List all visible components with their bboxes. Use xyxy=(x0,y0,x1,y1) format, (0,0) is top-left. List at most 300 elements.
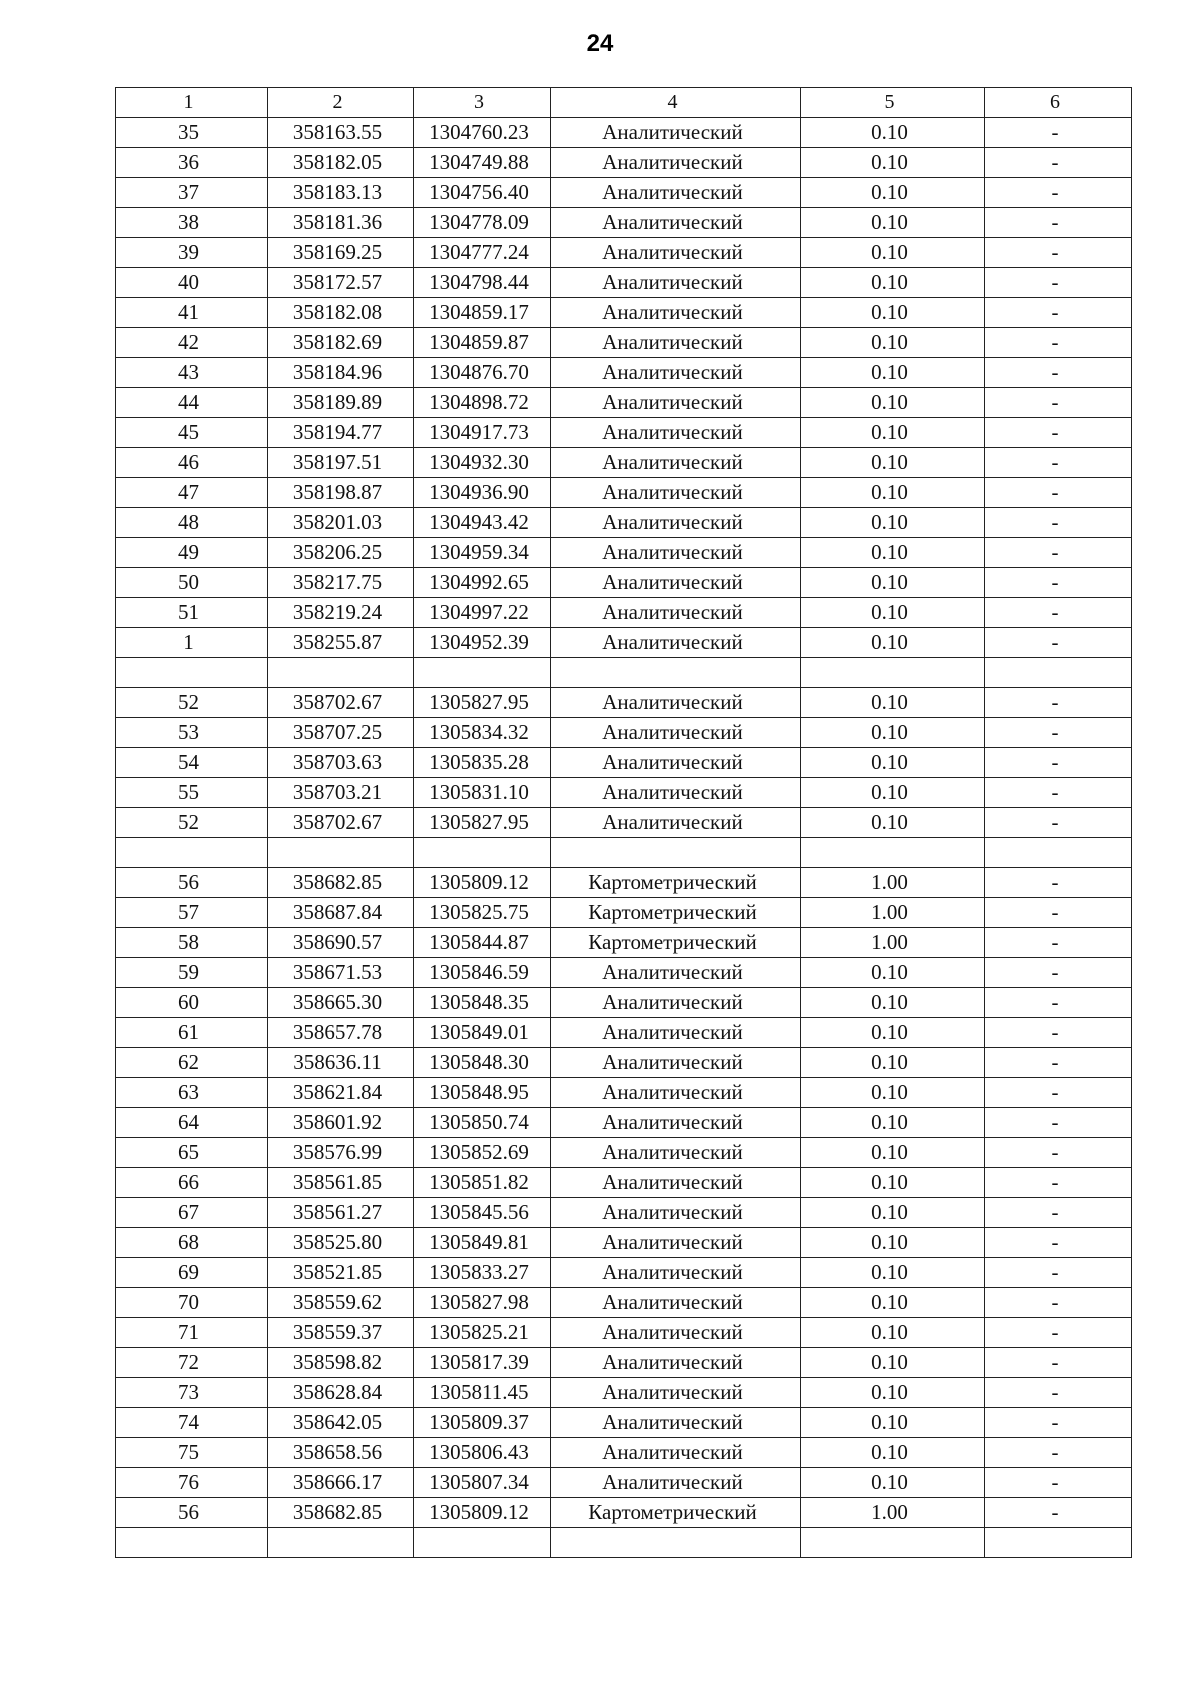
header-cell-x-coordinate: 2 xyxy=(268,88,414,118)
accuracy-cell: 0.10 xyxy=(801,988,985,1018)
point-number-cell: 49 xyxy=(116,538,268,568)
point-number-cell: 58 xyxy=(116,928,268,958)
x-coordinate-cell: 358598.82 xyxy=(268,1348,414,1378)
method-cell: Аналитический xyxy=(551,598,801,628)
x-coordinate-cell: 358181.36 xyxy=(268,208,414,238)
x-coordinate-cell: 358182.05 xyxy=(268,148,414,178)
method-cell: Аналитический xyxy=(551,688,801,718)
accuracy-cell: 0.10 xyxy=(801,1138,985,1168)
accuracy-cell: 0.10 xyxy=(801,718,985,748)
table-row xyxy=(116,838,1132,868)
note-cell: - xyxy=(985,598,1132,628)
method-cell: Аналитический xyxy=(551,748,801,778)
method-cell: Аналитический xyxy=(551,1048,801,1078)
y-coordinate-cell: 1304959.34 xyxy=(414,538,551,568)
table-row xyxy=(116,1528,1132,1558)
method-cell xyxy=(551,658,801,688)
y-coordinate-cell: 1305851.82 xyxy=(414,1168,551,1198)
header-cell-note: 6 xyxy=(985,88,1132,118)
table-row xyxy=(116,628,1132,658)
point-number-cell: 37 xyxy=(116,178,268,208)
note-cell: - xyxy=(985,1198,1132,1228)
method-cell: Аналитический xyxy=(551,628,801,658)
accuracy-cell: 0.10 xyxy=(801,448,985,478)
x-coordinate-cell: 358172.57 xyxy=(268,268,414,298)
table-row xyxy=(116,1048,1132,1078)
x-coordinate-cell: 358707.25 xyxy=(268,718,414,748)
method-cell: Аналитический xyxy=(551,1468,801,1498)
method-cell xyxy=(551,838,801,868)
note-cell: - xyxy=(985,1138,1132,1168)
x-coordinate-cell: 358189.89 xyxy=(268,388,414,418)
y-coordinate-cell: 1305809.12 xyxy=(414,1498,551,1528)
table-row xyxy=(116,1498,1132,1528)
table-row xyxy=(116,598,1132,628)
y-coordinate-cell: 1305849.01 xyxy=(414,1018,551,1048)
accuracy-cell: 0.10 xyxy=(801,268,985,298)
y-coordinate-cell: 1305827.98 xyxy=(414,1288,551,1318)
x-coordinate-cell: 358197.51 xyxy=(268,448,414,478)
accuracy-cell xyxy=(801,658,985,688)
table-row xyxy=(116,1348,1132,1378)
y-coordinate-cell: 1305849.81 xyxy=(414,1228,551,1258)
y-coordinate-cell: 1304859.87 xyxy=(414,328,551,358)
accuracy-cell: 0.10 xyxy=(801,1288,985,1318)
point-number-cell: 69 xyxy=(116,1258,268,1288)
x-coordinate-cell: 358642.05 xyxy=(268,1408,414,1438)
y-coordinate-cell: 1305825.21 xyxy=(414,1318,551,1348)
note-cell: - xyxy=(985,388,1132,418)
point-number-cell: 60 xyxy=(116,988,268,1018)
accuracy-cell: 0.10 xyxy=(801,748,985,778)
note-cell: - xyxy=(985,1408,1132,1438)
point-number-cell: 66 xyxy=(116,1168,268,1198)
x-coordinate-cell: 358682.85 xyxy=(268,1498,414,1528)
point-number-cell: 56 xyxy=(116,868,268,898)
accuracy-cell: 0.10 xyxy=(801,1228,985,1258)
y-coordinate-cell: 1304859.17 xyxy=(414,298,551,328)
y-coordinate-cell: 1305834.32 xyxy=(414,718,551,748)
note-cell: - xyxy=(985,868,1132,898)
method-cell: Аналитический xyxy=(551,988,801,1018)
accuracy-cell: 0.10 xyxy=(801,1318,985,1348)
point-number-cell: 1 xyxy=(116,628,268,658)
method-cell: Аналитический xyxy=(551,178,801,208)
method-cell: Аналитический xyxy=(551,1228,801,1258)
accuracy-cell: 0.10 xyxy=(801,1108,985,1138)
table-row xyxy=(116,1198,1132,1228)
method-cell: Аналитический xyxy=(551,1318,801,1348)
y-coordinate-cell: 1304756.40 xyxy=(414,178,551,208)
accuracy-cell: 0.10 xyxy=(801,418,985,448)
accuracy-cell: 0.10 xyxy=(801,478,985,508)
method-cell: Аналитический xyxy=(551,1198,801,1228)
accuracy-cell: 0.10 xyxy=(801,1078,985,1108)
table-row xyxy=(116,718,1132,748)
header-cell-point-number: 1 xyxy=(116,88,268,118)
method-cell: Аналитический xyxy=(551,568,801,598)
x-coordinate-cell: 358665.30 xyxy=(268,988,414,1018)
note-cell: - xyxy=(985,688,1132,718)
point-number-cell: 54 xyxy=(116,748,268,778)
note-cell: - xyxy=(985,268,1132,298)
point-number-cell: 76 xyxy=(116,1468,268,1498)
note-cell: - xyxy=(985,1018,1132,1048)
accuracy-cell: 0.10 xyxy=(801,1378,985,1408)
method-cell: Аналитический xyxy=(551,1348,801,1378)
point-number-cell: 74 xyxy=(116,1408,268,1438)
note-cell: - xyxy=(985,1378,1132,1408)
accuracy-cell: 1.00 xyxy=(801,928,985,958)
accuracy-cell: 0.10 xyxy=(801,118,985,148)
x-coordinate-cell: 358183.13 xyxy=(268,178,414,208)
table-row xyxy=(116,418,1132,448)
note-cell: - xyxy=(985,778,1132,808)
point-number-cell xyxy=(116,838,268,868)
method-cell: Аналитический xyxy=(551,1438,801,1468)
table-row xyxy=(116,1408,1132,1438)
note-cell: - xyxy=(985,1078,1132,1108)
note-cell xyxy=(985,838,1132,868)
header-cell-accuracy: 5 xyxy=(801,88,985,118)
method-cell: Аналитический xyxy=(551,1138,801,1168)
table-row xyxy=(116,688,1132,718)
method-cell: Аналитический xyxy=(551,1408,801,1438)
y-coordinate-cell: 1305827.95 xyxy=(414,688,551,718)
point-number-cell: 51 xyxy=(116,598,268,628)
table-row xyxy=(116,958,1132,988)
point-number-cell: 52 xyxy=(116,688,268,718)
point-number-cell: 55 xyxy=(116,778,268,808)
note-cell: - xyxy=(985,1438,1132,1468)
point-number-cell: 71 xyxy=(116,1318,268,1348)
header-cell-method: 4 xyxy=(551,88,801,118)
method-cell: Аналитический xyxy=(551,238,801,268)
table-row xyxy=(116,478,1132,508)
x-coordinate-cell: 358201.03 xyxy=(268,508,414,538)
table-row xyxy=(116,448,1132,478)
x-coordinate-cell: 358255.87 xyxy=(268,628,414,658)
note-cell: - xyxy=(985,118,1132,148)
table-row xyxy=(116,1138,1132,1168)
y-coordinate-cell: 1305835.28 xyxy=(414,748,551,778)
y-coordinate-cell: 1305831.10 xyxy=(414,778,551,808)
y-coordinate-cell: 1304778.09 xyxy=(414,208,551,238)
table-row xyxy=(116,268,1132,298)
x-coordinate-cell: 358621.84 xyxy=(268,1078,414,1108)
note-cell: - xyxy=(985,718,1132,748)
x-coordinate-cell: 358184.96 xyxy=(268,358,414,388)
accuracy-cell: 0.10 xyxy=(801,1438,985,1468)
table-row xyxy=(116,298,1132,328)
point-number-cell: 70 xyxy=(116,1288,268,1318)
accuracy-cell xyxy=(801,1528,985,1558)
x-coordinate-cell: 358163.55 xyxy=(268,118,414,148)
accuracy-cell: 0.10 xyxy=(801,388,985,418)
x-coordinate-cell: 358671.53 xyxy=(268,958,414,988)
method-cell: Аналитический xyxy=(551,778,801,808)
x-coordinate-cell: 358182.69 xyxy=(268,328,414,358)
note-cell: - xyxy=(985,748,1132,778)
table-row xyxy=(116,928,1132,958)
header-cell-y-coordinate: 3 xyxy=(414,88,551,118)
note-cell: - xyxy=(985,1258,1132,1288)
y-coordinate-cell xyxy=(414,658,551,688)
point-number-cell: 38 xyxy=(116,208,268,238)
accuracy-cell: 0.10 xyxy=(801,1468,985,1498)
method-cell: Аналитический xyxy=(551,538,801,568)
point-number-cell: 50 xyxy=(116,568,268,598)
table-row xyxy=(116,568,1132,598)
x-coordinate-cell: 358666.17 xyxy=(268,1468,414,1498)
x-coordinate-cell: 358702.67 xyxy=(268,688,414,718)
note-cell: - xyxy=(985,898,1132,928)
table-row xyxy=(116,1318,1132,1348)
y-coordinate-cell: 1304876.70 xyxy=(414,358,551,388)
y-coordinate-cell: 1305848.95 xyxy=(414,1078,551,1108)
method-cell: Аналитический xyxy=(551,1108,801,1138)
point-number-cell: 75 xyxy=(116,1438,268,1468)
table-row xyxy=(116,328,1132,358)
method-cell: Аналитический xyxy=(551,418,801,448)
point-number-cell: 68 xyxy=(116,1228,268,1258)
accuracy-cell: 0.10 xyxy=(801,688,985,718)
table-row xyxy=(116,1288,1132,1318)
note-cell: - xyxy=(985,1108,1132,1138)
y-coordinate-cell: 1304798.44 xyxy=(414,268,551,298)
point-number-cell: 48 xyxy=(116,508,268,538)
table-body xyxy=(116,88,1132,1558)
accuracy-cell: 0.10 xyxy=(801,1258,985,1288)
point-number-cell: 73 xyxy=(116,1378,268,1408)
method-cell: Аналитический xyxy=(551,328,801,358)
x-coordinate-cell: 358182.08 xyxy=(268,298,414,328)
y-coordinate-cell: 1305827.95 xyxy=(414,808,551,838)
point-number-cell xyxy=(116,1528,268,1558)
note-cell: - xyxy=(985,478,1132,508)
note-cell: - xyxy=(985,208,1132,238)
y-coordinate-cell: 1305811.45 xyxy=(414,1378,551,1408)
accuracy-cell: 0.10 xyxy=(801,178,985,208)
y-coordinate-cell: 1304749.88 xyxy=(414,148,551,178)
table-row xyxy=(116,868,1132,898)
method-cell: Аналитический xyxy=(551,718,801,748)
point-number-cell: 64 xyxy=(116,1108,268,1138)
note-cell: - xyxy=(985,448,1132,478)
y-coordinate-cell: 1304777.24 xyxy=(414,238,551,268)
y-coordinate-cell: 1304917.73 xyxy=(414,418,551,448)
x-coordinate-cell: 358703.21 xyxy=(268,778,414,808)
x-coordinate-cell: 358525.80 xyxy=(268,1228,414,1258)
x-coordinate-cell: 358636.11 xyxy=(268,1048,414,1078)
method-cell: Аналитический xyxy=(551,958,801,988)
y-coordinate-cell: 1304997.22 xyxy=(414,598,551,628)
table-row xyxy=(116,238,1132,268)
y-coordinate-cell: 1305844.87 xyxy=(414,928,551,958)
accuracy-cell: 0.10 xyxy=(801,358,985,388)
table-row xyxy=(116,1168,1132,1198)
method-cell: Аналитический xyxy=(551,268,801,298)
point-number-cell: 65 xyxy=(116,1138,268,1168)
table-row xyxy=(116,778,1132,808)
accuracy-cell: 0.10 xyxy=(801,808,985,838)
method-cell: Аналитический xyxy=(551,148,801,178)
accuracy-cell: 0.10 xyxy=(801,298,985,328)
x-coordinate-cell: 358690.57 xyxy=(268,928,414,958)
method-cell: Аналитический xyxy=(551,508,801,538)
y-coordinate-cell: 1305848.35 xyxy=(414,988,551,1018)
note-cell: - xyxy=(985,238,1132,268)
method-cell: Картометрический xyxy=(551,898,801,928)
method-cell: Аналитический xyxy=(551,358,801,388)
method-cell: Аналитический xyxy=(551,208,801,238)
note-cell: - xyxy=(985,148,1132,178)
y-coordinate-cell: 1305809.12 xyxy=(414,868,551,898)
y-coordinate-cell: 1304898.72 xyxy=(414,388,551,418)
note-cell: - xyxy=(985,928,1132,958)
point-number-cell: 46 xyxy=(116,448,268,478)
method-cell: Аналитический xyxy=(551,448,801,478)
accuracy-cell: 0.10 xyxy=(801,1408,985,1438)
note-cell: - xyxy=(985,1348,1132,1378)
accuracy-cell: 0.10 xyxy=(801,148,985,178)
x-coordinate-cell: 358217.75 xyxy=(268,568,414,598)
table-row xyxy=(116,1258,1132,1288)
accuracy-cell: 0.10 xyxy=(801,778,985,808)
point-number-cell: 43 xyxy=(116,358,268,388)
accuracy-cell: 0.10 xyxy=(801,598,985,628)
point-number-cell: 44 xyxy=(116,388,268,418)
table-row xyxy=(116,988,1132,1018)
x-coordinate-cell: 358206.25 xyxy=(268,538,414,568)
x-coordinate-cell: 358657.78 xyxy=(268,1018,414,1048)
point-number-cell: 36 xyxy=(116,148,268,178)
y-coordinate-cell: 1305848.30 xyxy=(414,1048,551,1078)
accuracy-cell: 0.10 xyxy=(801,328,985,358)
table-row xyxy=(116,658,1132,688)
accuracy-cell: 0.10 xyxy=(801,208,985,238)
table-row xyxy=(116,898,1132,928)
note-cell: - xyxy=(985,628,1132,658)
method-cell: Картометрический xyxy=(551,1498,801,1528)
accuracy-cell: 0.10 xyxy=(801,958,985,988)
y-coordinate-cell: 1304952.39 xyxy=(414,628,551,658)
accuracy-cell: 0.10 xyxy=(801,1168,985,1198)
x-coordinate-cell: 358601.92 xyxy=(268,1108,414,1138)
accuracy-cell: 1.00 xyxy=(801,898,985,928)
accuracy-cell: 0.10 xyxy=(801,1048,985,1078)
table-row xyxy=(116,1108,1132,1138)
point-number-cell: 53 xyxy=(116,718,268,748)
y-coordinate-cell: 1304936.90 xyxy=(414,478,551,508)
note-cell xyxy=(985,1528,1132,1558)
x-coordinate-cell xyxy=(268,658,414,688)
y-coordinate-cell: 1305846.59 xyxy=(414,958,551,988)
x-coordinate-cell: 358194.77 xyxy=(268,418,414,448)
method-cell: Аналитический xyxy=(551,1258,801,1288)
table-row xyxy=(116,358,1132,388)
x-coordinate-cell: 358687.84 xyxy=(268,898,414,928)
x-coordinate-cell: 358169.25 xyxy=(268,238,414,268)
x-coordinate-cell: 358559.62 xyxy=(268,1288,414,1318)
y-coordinate-cell: 1305806.43 xyxy=(414,1438,551,1468)
table-row xyxy=(116,1438,1132,1468)
x-coordinate-cell: 358559.37 xyxy=(268,1318,414,1348)
point-number-cell: 63 xyxy=(116,1078,268,1108)
method-cell xyxy=(551,1528,801,1558)
y-coordinate-cell: 1304760.23 xyxy=(414,118,551,148)
point-number-cell xyxy=(116,658,268,688)
accuracy-cell: 0.10 xyxy=(801,508,985,538)
point-number-cell: 41 xyxy=(116,298,268,328)
table-row xyxy=(116,508,1132,538)
table-row xyxy=(116,1228,1132,1258)
table-row xyxy=(116,1468,1132,1498)
method-cell: Аналитический xyxy=(551,1078,801,1108)
table-row xyxy=(116,118,1132,148)
note-cell: - xyxy=(985,1288,1132,1318)
x-coordinate-cell: 358703.63 xyxy=(268,748,414,778)
x-coordinate-cell xyxy=(268,1528,414,1558)
point-number-cell: 40 xyxy=(116,268,268,298)
method-cell: Аналитический xyxy=(551,388,801,418)
x-coordinate-cell: 358561.85 xyxy=(268,1168,414,1198)
point-number-cell: 42 xyxy=(116,328,268,358)
note-cell: - xyxy=(985,328,1132,358)
method-cell: Аналитический xyxy=(551,118,801,148)
y-coordinate-cell: 1305850.74 xyxy=(414,1108,551,1138)
y-coordinate-cell: 1305845.56 xyxy=(414,1198,551,1228)
table-header-row xyxy=(116,88,1132,118)
note-cell: - xyxy=(985,418,1132,448)
point-number-cell: 61 xyxy=(116,1018,268,1048)
method-cell: Аналитический xyxy=(551,1378,801,1408)
accuracy-cell: 0.10 xyxy=(801,538,985,568)
point-number-cell: 45 xyxy=(116,418,268,448)
point-number-cell: 62 xyxy=(116,1048,268,1078)
table-row xyxy=(116,208,1132,238)
table-row xyxy=(116,388,1132,418)
method-cell: Картометрический xyxy=(551,868,801,898)
y-coordinate-cell: 1305852.69 xyxy=(414,1138,551,1168)
y-coordinate-cell: 1305809.37 xyxy=(414,1408,551,1438)
table-row xyxy=(116,748,1132,778)
x-coordinate-cell: 358521.85 xyxy=(268,1258,414,1288)
point-number-cell: 56 xyxy=(116,1498,268,1528)
method-cell: Аналитический xyxy=(551,478,801,508)
table-row xyxy=(116,1078,1132,1108)
accuracy-cell: 0.10 xyxy=(801,238,985,268)
coordinates-table xyxy=(115,87,1132,1558)
y-coordinate-cell: 1304943.42 xyxy=(414,508,551,538)
table-row xyxy=(116,538,1132,568)
x-coordinate-cell: 358198.87 xyxy=(268,478,414,508)
method-cell: Аналитический xyxy=(551,808,801,838)
note-cell: - xyxy=(985,1318,1132,1348)
y-coordinate-cell xyxy=(414,838,551,868)
table-row xyxy=(116,808,1132,838)
note-cell: - xyxy=(985,1228,1132,1258)
note-cell xyxy=(985,658,1132,688)
table-row xyxy=(116,148,1132,178)
point-number-cell: 52 xyxy=(116,808,268,838)
note-cell: - xyxy=(985,1498,1132,1528)
note-cell: - xyxy=(985,298,1132,328)
y-coordinate-cell: 1304932.30 xyxy=(414,448,551,478)
note-cell: - xyxy=(985,1468,1132,1498)
accuracy-cell: 0.10 xyxy=(801,1198,985,1228)
note-cell: - xyxy=(985,988,1132,1018)
